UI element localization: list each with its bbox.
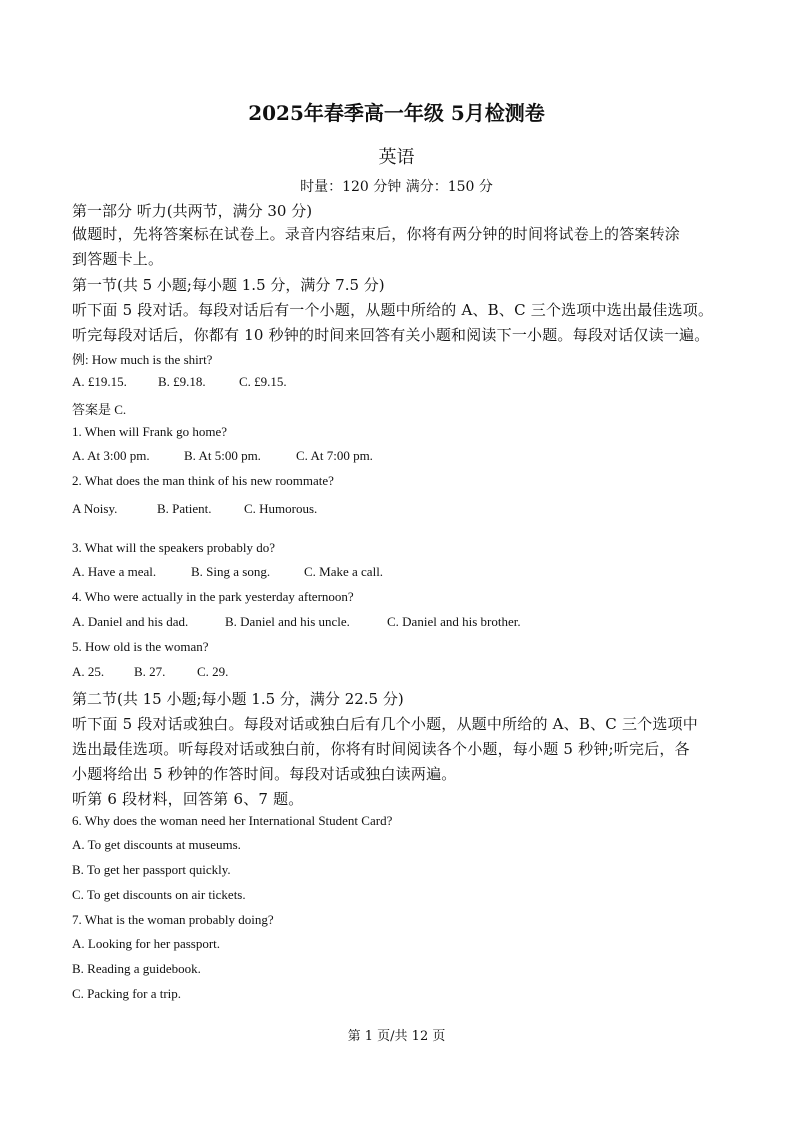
- section1-instr-line2: 听完每段对话后，你都有 10 秒钟的时间来回答有关小题和阅读下一小题。每段对话仅读一遍。: [72, 326, 710, 344]
- example-option-b: B. £9.18.: [158, 374, 206, 389]
- subject-title: 英语: [378, 147, 415, 168]
- section1-instr-line1: 听下面 5 段对话。每段对话后有一个小题，从题中所给的 A、B、C 三个选项中选出最佳选项。: [72, 301, 714, 319]
- q5-option-b: B. 27.: [134, 664, 166, 679]
- q3-option-c: C. Make a call.: [304, 564, 384, 579]
- exam-title: 2025年春季高一年级 5月检测卷: [248, 101, 545, 125]
- question-2: 2. What does the man think of his new roommate?: [72, 473, 334, 488]
- q6-option-c: C. To get discounts on air tickets.: [72, 887, 246, 902]
- section2-instr-line1: 听下面 5 段对话或独白。每段对话或独白后有几个小题，从题中所给的 A、B、C 三个选项中: [72, 715, 698, 733]
- material-6-instruction: 听第 6 段材料，回答第 6、7 题。: [72, 790, 304, 808]
- q2-option-c: C. Humorous.: [244, 501, 318, 516]
- question-1: 1. When will Frank go home?: [72, 424, 228, 439]
- section1-heading: 第一节(共 5 小题;每小题 1.5 分，满分 7.5 分): [72, 276, 385, 294]
- q2-option-b: B. Patient.: [157, 501, 212, 516]
- example-option-c: C. £9.15.: [239, 374, 287, 389]
- q2-option-a: A Noisy.: [72, 501, 118, 516]
- section2-heading: 第二节(共 15 小题;每小题 1.5 分，满分 22.5 分): [72, 690, 404, 708]
- q3-option-a: A. Have a meal.: [72, 564, 157, 579]
- question-6: 6. Why does the woman need her International Student Card?: [72, 813, 393, 828]
- exam-meta: 时量：120 分钟 满分：150 分: [300, 179, 493, 195]
- q6-option-a: A. To get discounts at museums.: [72, 837, 241, 852]
- q1-option-a: A. At 3:00 pm.: [72, 448, 150, 463]
- part1-heading: 第一部分 听力(共两节，满分 30 分): [72, 202, 313, 220]
- q7-option-a: A. Looking for her passport.: [72, 936, 221, 951]
- q6-option-b: B. To get her passport quickly.: [72, 862, 231, 877]
- question-7: 7. What is the woman probably doing?: [72, 912, 274, 927]
- section2-instr-line3: 小题将给出 5 秒钟的作答时间。每段对话或独白读两遍。: [72, 765, 457, 783]
- example-answer: 答案是 C.: [72, 402, 127, 417]
- section2-instr-line2: 选出最佳选项。听每段对话或独白前，你将有时间阅读各个小题，每小题 5 秒钟;听完后，各: [72, 740, 690, 758]
- part1-intro-line1: 做题时，先将答案标在试卷上。录音内容结束后，你将有两分钟的时间将试卷上的答案转涂: [72, 225, 681, 243]
- q1-option-c: C. At 7:00 pm.: [296, 448, 373, 463]
- q3-option-b: B. Sing a song.: [191, 564, 271, 579]
- q4-option-a: A. Daniel and his dad.: [72, 614, 189, 629]
- q4-option-b: B. Daniel and his uncle.: [225, 614, 350, 629]
- q1-option-b: B. At 5:00 pm.: [184, 448, 261, 463]
- question-3: 3. What will the speakers probably do?: [72, 540, 276, 555]
- question-4: 4. Who were actually in the park yesterday afternoon?: [72, 589, 354, 604]
- q5-option-c: C. 29.: [197, 664, 229, 679]
- page-number: 第 1 页/共 12 页: [347, 1029, 446, 1044]
- q7-option-c: C. Packing for a trip.: [72, 986, 182, 1001]
- example-option-a: A. £19.15.: [72, 374, 127, 389]
- q4-option-c: C. Daniel and his brother.: [387, 614, 521, 629]
- question-5: 5. How old is the woman?: [72, 639, 209, 654]
- part1-intro-line2: 到答题卡上。: [72, 250, 164, 268]
- q7-option-b: B. Reading a guidebook.: [72, 961, 201, 976]
- q5-option-a: A. 25.: [72, 664, 105, 679]
- example-question: 例: How much is the shirt?: [72, 352, 213, 367]
